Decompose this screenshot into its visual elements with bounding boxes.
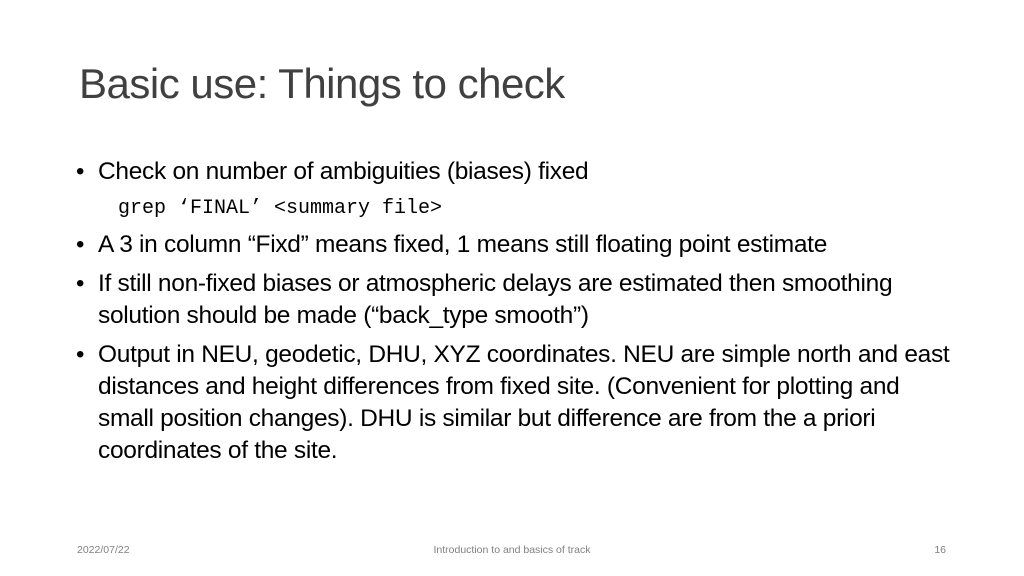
bullet-item (76, 339, 956, 467)
page-number: 16 (934, 544, 946, 556)
bullet-item (76, 156, 956, 188)
code-snippet: grep ‘FINAL’ <summary file> (118, 197, 443, 220)
bullet-icon: • (76, 231, 85, 258)
bullet-icon: • (76, 158, 85, 185)
slide-content (76, 156, 956, 474)
bullet-text: A 3 in column “Fixd” means fixed, 1 means still floating point estimate (98, 231, 828, 258)
bullet-item (76, 229, 956, 261)
footer-date: 2022/07/22 (77, 544, 130, 556)
bullet-item (76, 268, 956, 332)
footer-title: Introduction to and basics of track (433, 544, 591, 556)
slide-title: Basic use: Things to check (79, 60, 565, 107)
bullet-text: Check on number of ambiguities (biases) fixed (98, 158, 589, 185)
bullet-text: If still non-fixed biases or atmospheric delays are estimated then smoothing solution should be made (“back_type smooth”) (98, 270, 893, 329)
bullet-icon: • (76, 341, 85, 368)
bullet-text: Output in NEU, geodetic, DHU, XYZ coordinates. NEU are simple north and east distances and height differences from fixed site. (Convenient for plotting and small position changes). DHU is similar but difference are from the a priori coordinates of the site. (98, 341, 950, 464)
bullet-icon: • (76, 270, 85, 297)
